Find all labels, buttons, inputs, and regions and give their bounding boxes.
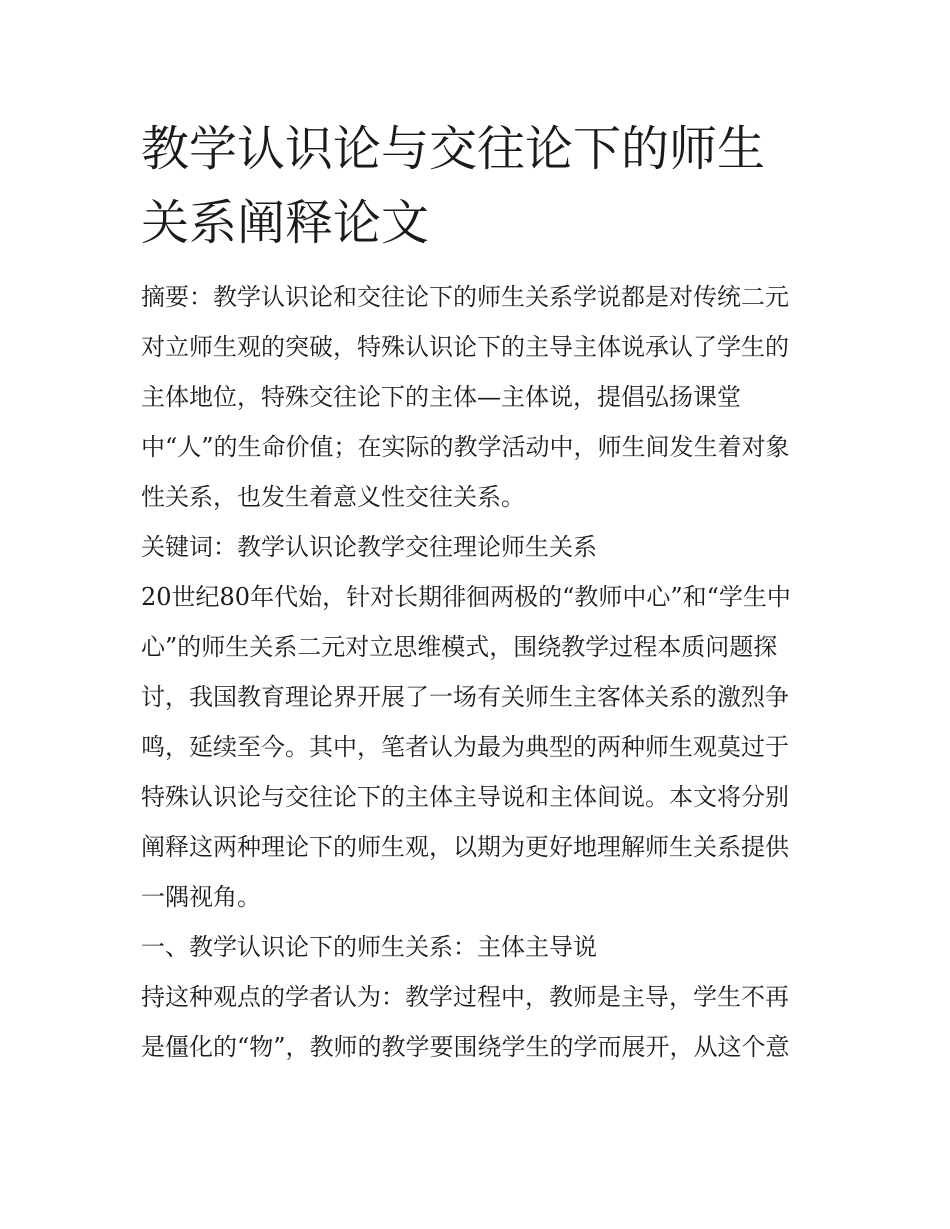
intro-paragraph bbox=[141, 572, 813, 922]
keywords-paragraph bbox=[141, 522, 813, 572]
section-paragraph bbox=[141, 972, 813, 1072]
section-heading bbox=[141, 922, 813, 972]
text-line: 性关系，也发生着意义性交往关系。 bbox=[141, 483, 525, 511]
text-line: 鸣，延续至今。其中，笔者认为最为典型的两种师生观莫过于 bbox=[141, 733, 789, 761]
document-title bbox=[141, 112, 813, 260]
title-line: 教学认识论与交往论下的师生 bbox=[141, 121, 766, 177]
text-line: 讨，我国教育理论界开展了一场有关师生主客体关系的激烈争 bbox=[141, 683, 789, 711]
text-line: 阐释这两种理论下的师生观，以期为更好地理解师生关系提供 bbox=[141, 833, 789, 861]
abstract-paragraph bbox=[141, 272, 813, 522]
text-line: 摘要：教学认识论和交往论下的师生关系学说都是对传统二元 bbox=[141, 283, 789, 311]
text-line: 持这种观点的学者认为：教学过程中，教师是主导，学生不再 bbox=[141, 983, 789, 1011]
text-line: 中“人”的生命价值；在实际的教学活动中，师生间发生着对象 bbox=[141, 433, 790, 461]
text-line: 对立师生观的突破，特殊认识论下的主导主体说承认了学生的 bbox=[141, 333, 789, 361]
text-line: 20世纪80年代始，针对长期徘徊两极的“教师中心”和“学生中 bbox=[141, 583, 791, 611]
document-body bbox=[141, 112, 813, 1072]
text-line: 是僵化的“物”，教师的教学要围绕学生的学而展开，从这个意 bbox=[141, 1033, 790, 1061]
text-line: 主体地位，特殊交往论下的主体—主体说，提倡弘扬课堂 bbox=[141, 383, 741, 411]
text-line: 关键词：教学认识论教学交往理论师生关系 bbox=[141, 533, 597, 561]
text-line: 一隅视角。 bbox=[141, 883, 261, 911]
heading-line: 一、教学认识论下的师生关系：主体主导说 bbox=[141, 933, 597, 961]
title-line: 关系阐释论文 bbox=[141, 195, 430, 251]
text-line: 特殊认识论与交往论下的主体主导说和主体间说。本文将分别 bbox=[141, 783, 789, 811]
text-line: 心”的师生关系二元对立思维模式，围绕教学过程本质问题探 bbox=[141, 633, 778, 661]
